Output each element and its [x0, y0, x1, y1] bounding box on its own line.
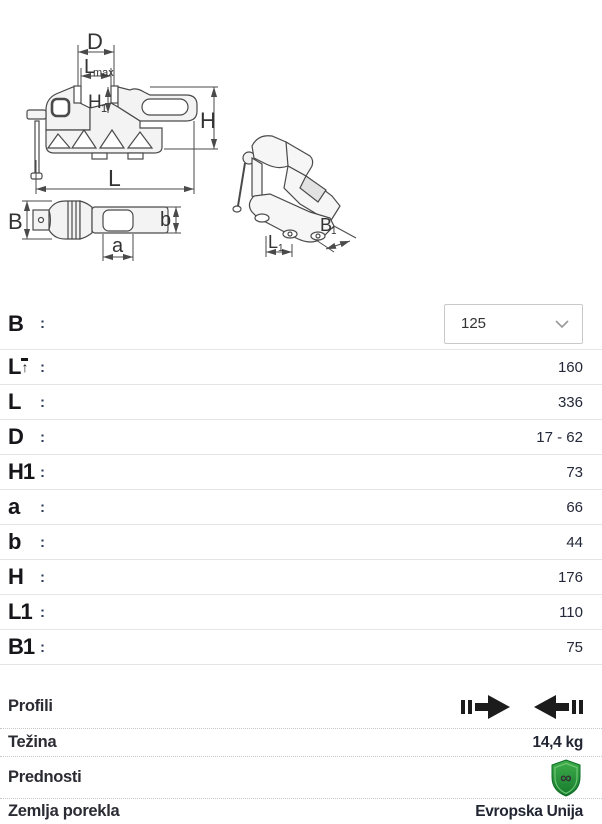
- technical-drawing: [0, 0, 602, 296]
- arrow-up-to-bar-icon: ↑: [21, 359, 29, 375]
- spec-value-lmax: 160: [557, 358, 583, 376]
- infinity-symbol: ∞: [560, 769, 572, 787]
- vise-drawing-svg: [0, 0, 602, 296]
- info-row-tezina: [0, 729, 602, 757]
- spec-label-h: H: [8, 564, 23, 589]
- dim-label-b: B: [8, 209, 23, 234]
- spec-row-l: [0, 385, 602, 420]
- spec-row-d: [0, 420, 602, 455]
- spec-value-l: 336: [557, 393, 583, 411]
- spec-label-a: a: [8, 494, 20, 519]
- spec-row-l1: [0, 595, 602, 630]
- spec-row-a: [0, 490, 602, 525]
- info-row-zemlja: [0, 799, 602, 824]
- dim-label-b-small: b: [160, 209, 172, 231]
- spec-value-b-small: 44: [566, 533, 583, 551]
- spec-colon: :: [40, 603, 45, 621]
- zemlja-porekla-label: Zemlja porekla: [8, 802, 120, 820]
- profili-label: Profili: [8, 697, 53, 715]
- spec-colon: :: [40, 358, 45, 376]
- spec-colon: :: [40, 393, 45, 411]
- spec-colon: :: [40, 498, 45, 516]
- spec-row-h1: [0, 455, 602, 490]
- dim-label-l: L: [108, 165, 121, 191]
- spec-colon: :: [40, 463, 45, 481]
- info-table: [0, 685, 602, 824]
- dim-label-a: a: [112, 235, 124, 257]
- dim-label-b1-sub: 1: [331, 226, 337, 237]
- spec-row-b1: [0, 630, 602, 665]
- spec-row-b: [0, 298, 602, 350]
- spec-row-h: [0, 560, 602, 595]
- prednosti-label: Prednosti: [8, 768, 82, 786]
- spec-label-h1: H1: [8, 459, 35, 484]
- dim-label-h: H: [200, 108, 216, 133]
- spec-table: [0, 298, 602, 665]
- dim-label-lmax: L: [84, 56, 96, 78]
- spec-label-d: D: [8, 424, 23, 449]
- spec-colon: :: [40, 428, 45, 446]
- spec-colon: :: [40, 568, 45, 586]
- spec-value-h: 176: [557, 568, 583, 586]
- spec-row-lmax: [0, 350, 602, 385]
- spec-value-b1: 75: [566, 638, 583, 656]
- spec-colon: :: [40, 533, 45, 551]
- spec-label-b-small: b: [8, 529, 21, 554]
- plan-view: [33, 201, 168, 239]
- spec-colon: :: [40, 638, 45, 656]
- dim-label-h1-sub: 1: [101, 103, 108, 115]
- spec-value-d: 17 - 62: [536, 428, 583, 446]
- chevron-down-icon: [555, 318, 569, 330]
- spec-value-h1: 73: [566, 463, 583, 481]
- dim-label-d: D: [87, 29, 103, 54]
- tezina-value: 14,4 kg: [532, 733, 583, 751]
- spec-label-l: L: [8, 389, 21, 414]
- spec-value-l1: 110: [559, 603, 583, 621]
- dim-label-l1: L: [268, 232, 279, 252]
- zemlja-porekla-value: Evropska Unija: [475, 802, 583, 820]
- lifetime-shield-icon: [549, 759, 583, 797]
- dim-label-l1-sub: 1: [278, 243, 284, 254]
- profiles-clamp-icon: [461, 693, 583, 721]
- spec-label-b: B: [8, 310, 23, 336]
- b-dimension-selected-value: 125: [461, 315, 487, 332]
- b-dimension-select[interactable]: [444, 304, 583, 344]
- info-row-profili: [0, 685, 602, 729]
- spec-value-a: 66: [566, 498, 583, 516]
- dim-label-h1: H: [88, 92, 102, 113]
- spec-label-lmax: L ↑: [8, 354, 29, 379]
- tezina-label: Težina: [8, 733, 57, 751]
- spec-row-b-small: [0, 525, 602, 560]
- spec-label-b1: B1: [8, 634, 35, 659]
- dim-label-lmax-sub: max: [93, 67, 114, 79]
- spec-label-l1: L1: [8, 599, 32, 624]
- spec-colon: :: [40, 315, 45, 332]
- info-row-prednosti: [0, 757, 602, 799]
- dim-label-b1: B: [320, 215, 333, 235]
